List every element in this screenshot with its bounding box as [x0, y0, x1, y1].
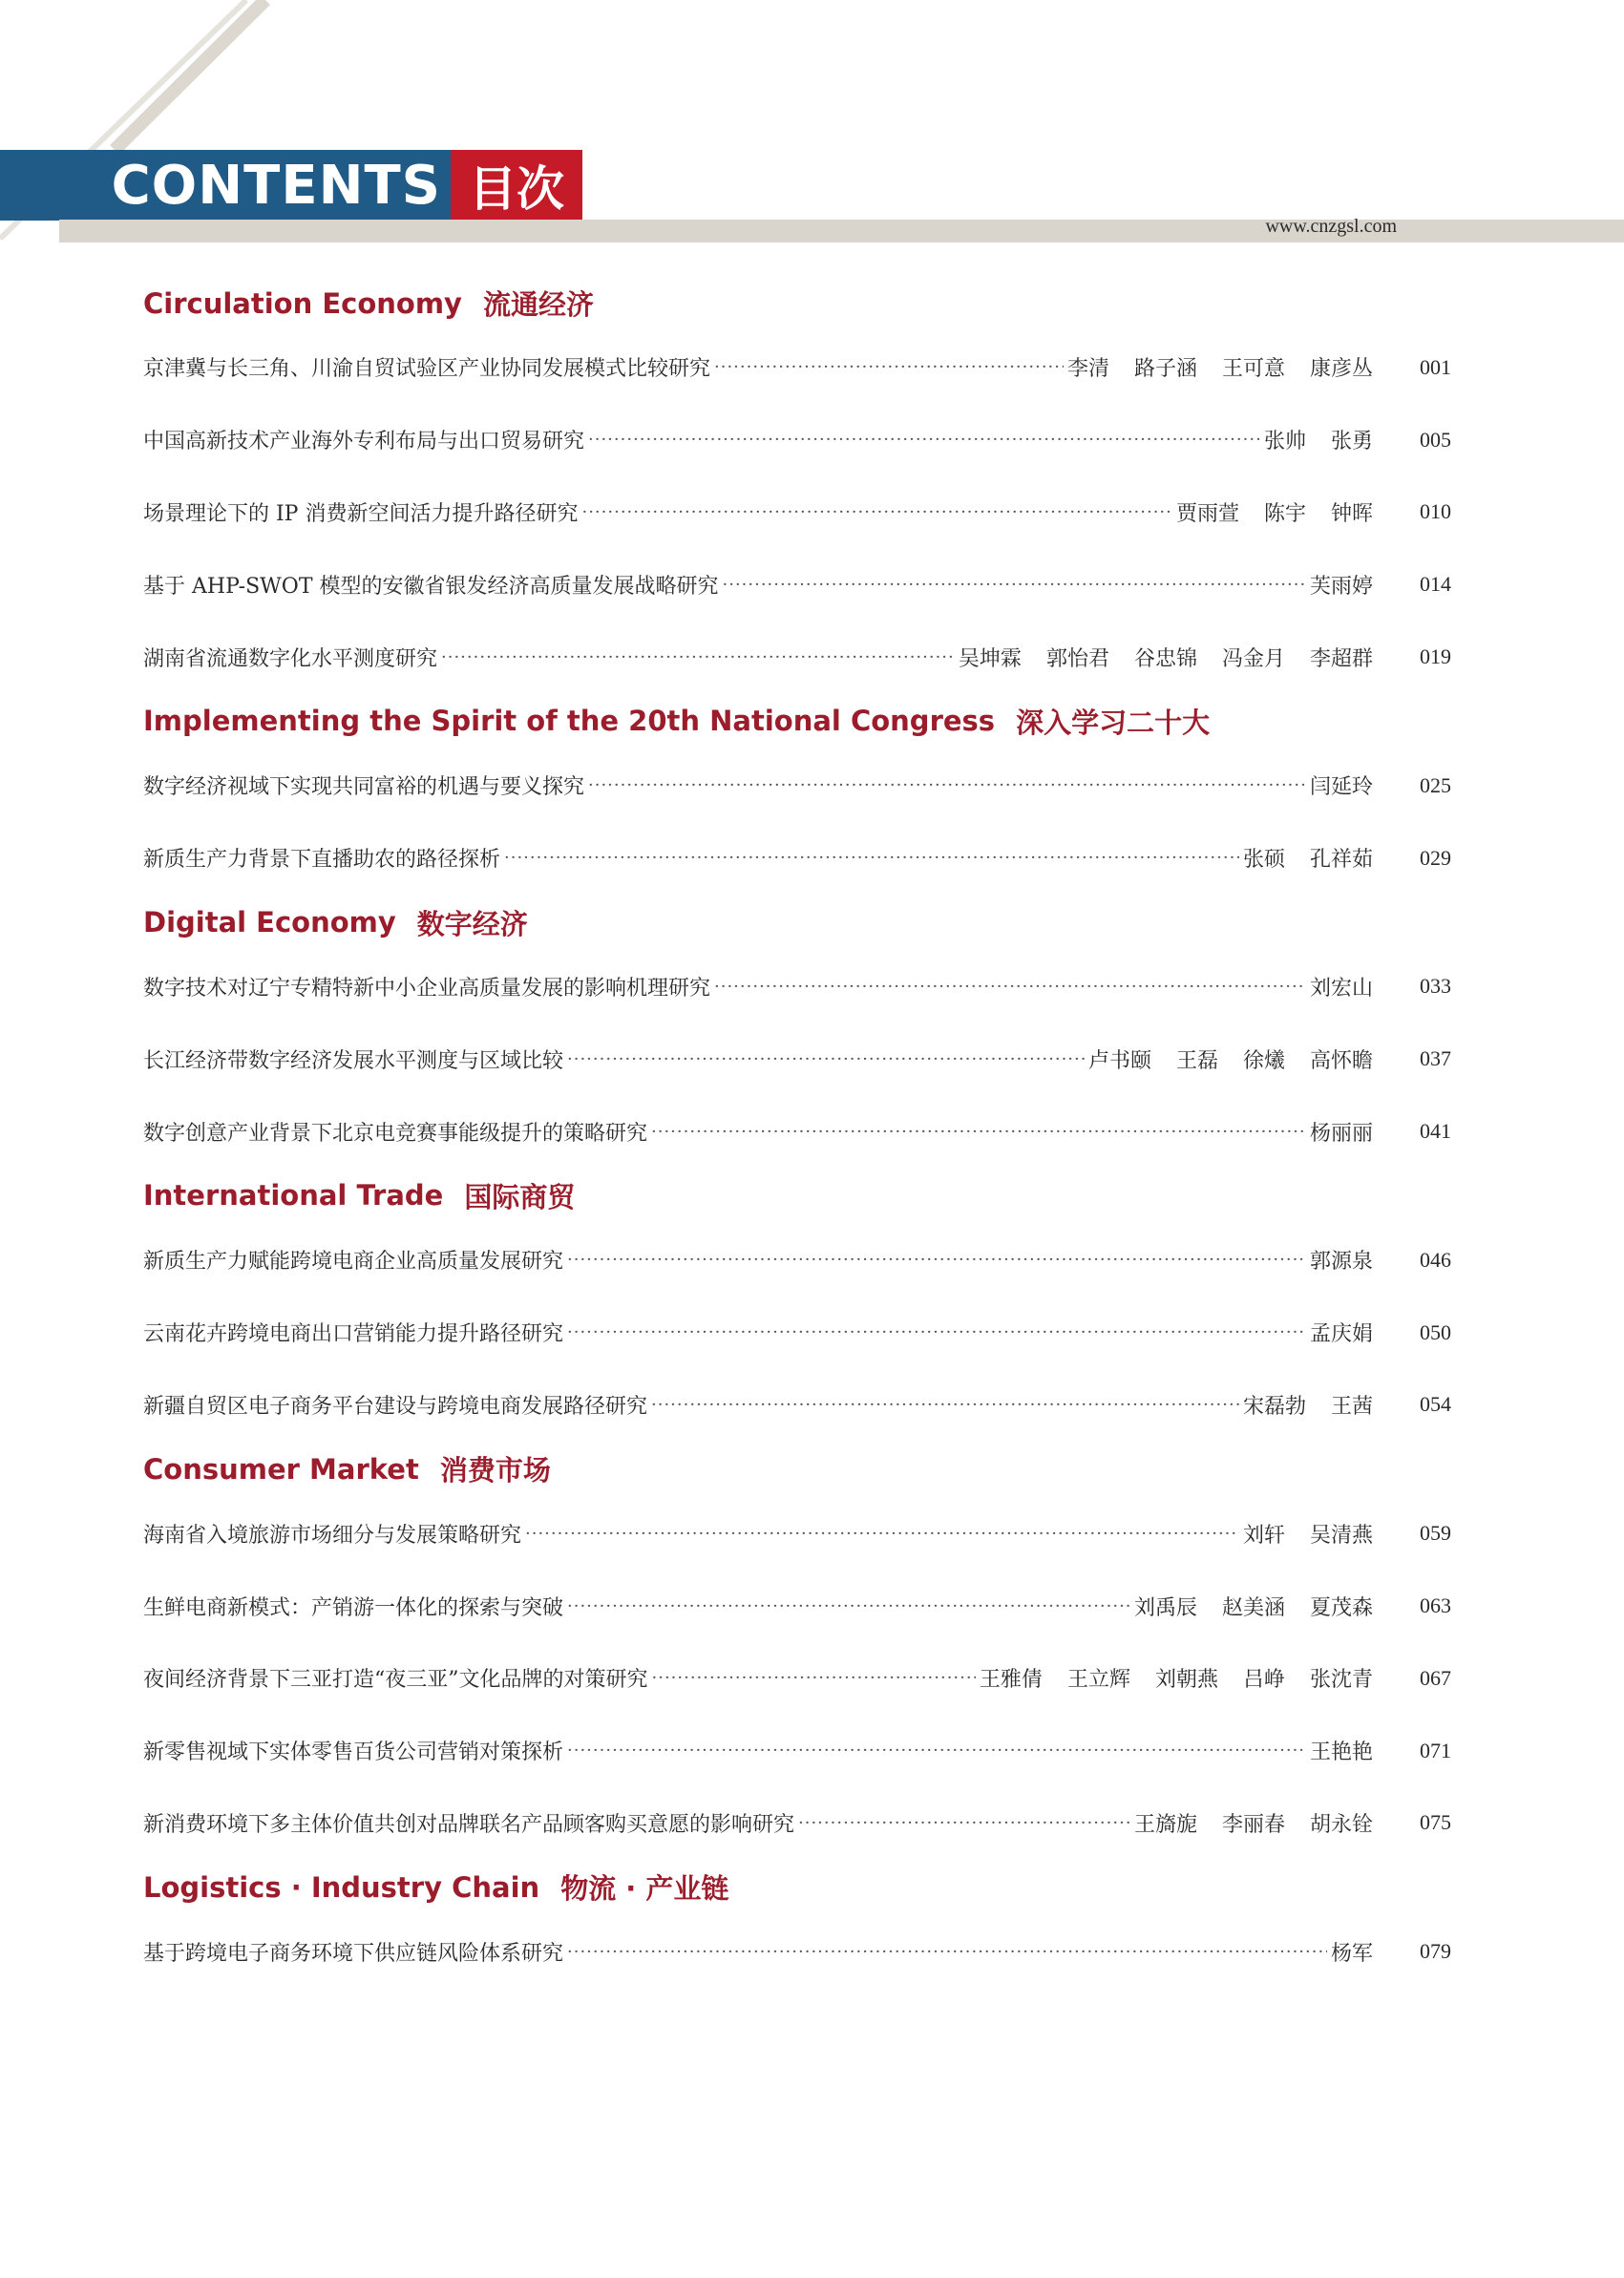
author-name: 李丽春 — [1221, 1812, 1285, 1837]
author-name: 贾雨萱 — [1175, 501, 1239, 526]
entry-authors — [1243, 1390, 1373, 1420]
entry-list — [143, 1224, 1451, 1441]
entry-list — [143, 1915, 1451, 1988]
section-title-en: Implementing the Spirit of the 20th National Congress — [143, 705, 996, 738]
entry-title: 新质生产力赋能跨境电商企业高质量发展研究 — [143, 1250, 564, 1275]
author-name: 李超群 — [1309, 646, 1373, 671]
dot-leader — [567, 1942, 1327, 1962]
toc-entry[interactable] — [143, 822, 1451, 895]
section-title — [143, 1168, 1451, 1224]
author-name: 孔祥茹 — [1309, 848, 1373, 873]
section-title-en: Circulation Economy — [143, 286, 462, 320]
section-title — [143, 895, 1451, 951]
toc-entry[interactable] — [143, 1715, 1451, 1787]
entry-authors — [1134, 1808, 1373, 1838]
entry-authors — [1067, 352, 1373, 382]
dot-leader — [581, 502, 1171, 522]
section-title-cn: 物流 · 产业链 — [560, 1872, 729, 1906]
page-number: 050 — [1420, 1319, 1451, 1344]
dot-leader — [723, 575, 1306, 595]
author-name: 夏茂森 — [1309, 1595, 1373, 1620]
dot-leader — [441, 647, 955, 667]
toc-section — [143, 1859, 1451, 1988]
entry-authors — [959, 643, 1373, 672]
entry-title: 基于 AHP-SWOT 模型的安徽省银发经济高质量发展战略研究 — [143, 574, 719, 599]
entry-title: 湖南省流通数字化水平测度研究 — [143, 646, 438, 671]
dot-leader — [567, 1250, 1306, 1270]
author-name: 张帅 — [1263, 430, 1306, 454]
section-title-cn: 消费市场 — [439, 1454, 551, 1487]
dot-leader — [525, 1524, 1239, 1544]
entry-title: 数字创意产业背景下北京电竞赛事能级提升的策略研究 — [143, 1121, 648, 1146]
toc-entry[interactable] — [143, 1297, 1451, 1369]
page-number: 019 — [1420, 644, 1451, 669]
author-name: 张沈青 — [1309, 1668, 1373, 1693]
page-number: 010 — [1420, 499, 1451, 524]
toc-section — [143, 1168, 1451, 1441]
section-title-cn: 深入学习二十大 — [1016, 706, 1211, 739]
entry-title: 场景理论下的 IP 消费新空间活力提升路径研究 — [143, 501, 579, 526]
entry-authors — [1134, 1592, 1373, 1621]
author-name: 刘禹辰 — [1133, 1595, 1197, 1620]
author-name: 宋磊勃 — [1242, 1394, 1306, 1419]
entry-authors — [1310, 1736, 1373, 1765]
toc-entry[interactable] — [143, 476, 1451, 549]
toc-entry[interactable] — [143, 1224, 1451, 1297]
page-number: 071 — [1420, 1738, 1451, 1762]
toc-entry[interactable] — [143, 1023, 1451, 1095]
entry-list — [143, 749, 1451, 895]
entry-list — [143, 1497, 1451, 1859]
page-number: 059 — [1420, 1521, 1451, 1546]
entry-title: 新质生产力背景下直播助农的路径探析 — [143, 848, 501, 873]
toc-entry[interactable] — [143, 621, 1451, 693]
toc-entry[interactable] — [143, 749, 1451, 822]
author-name: 王立辉 — [1066, 1668, 1130, 1693]
author-name: 杨军 — [1330, 1941, 1373, 1966]
dot-leader — [504, 848, 1239, 868]
entry-title: 夜间经济背景下三亚打造“夜三亚”文化品牌的对策研究 — [143, 1668, 648, 1693]
dot-leader — [567, 1049, 1085, 1069]
section-title-cn: 流通经济 — [482, 288, 594, 321]
entry-authors — [1243, 843, 1373, 873]
section-title-cn: 国际商贸 — [464, 1180, 576, 1213]
author-name: 王可意 — [1221, 357, 1285, 382]
toc-entry[interactable] — [143, 1787, 1451, 1860]
entry-authors — [1088, 1044, 1373, 1074]
page-number: 029 — [1420, 845, 1451, 870]
header-title-cn: 目次 — [469, 161, 564, 217]
author-name: 张勇 — [1330, 430, 1373, 454]
author-name: 吕峥 — [1242, 1668, 1285, 1693]
page-number: 005 — [1420, 427, 1451, 452]
entry-authors — [1310, 570, 1373, 600]
dot-leader — [588, 775, 1306, 795]
author-name: 赵美涵 — [1221, 1595, 1285, 1620]
author-name: 孟庆娟 — [1309, 1322, 1373, 1347]
page-number: 014 — [1420, 572, 1451, 597]
author-name: 王艳艳 — [1309, 1740, 1373, 1765]
author-name: 吴坤霖 — [958, 646, 1022, 671]
section-title-en: Consumer Market — [143, 1452, 419, 1486]
toc-entry[interactable] — [143, 1570, 1451, 1642]
entry-title: 长江经济带数字经济发展水平测度与区域比较 — [143, 1048, 564, 1073]
toc-entry[interactable] — [143, 1915, 1451, 1988]
entry-authors — [1310, 1318, 1373, 1347]
page-number: 025 — [1420, 772, 1451, 797]
author-name: 王旖旎 — [1133, 1812, 1197, 1837]
page-number: 037 — [1420, 1046, 1451, 1071]
page-number: 075 — [1420, 1810, 1451, 1835]
header-blue-block — [0, 150, 451, 221]
author-name: 闫延玲 — [1309, 775, 1373, 800]
toc-entry[interactable] — [143, 404, 1451, 476]
author-name: 钟晖 — [1330, 501, 1373, 526]
author-name: 吴清燕 — [1309, 1523, 1373, 1548]
toc-section — [143, 1441, 1451, 1859]
entry-authors — [1310, 1245, 1373, 1275]
toc-entry[interactable] — [143, 951, 1451, 1023]
author-name: 张硕 — [1242, 848, 1285, 873]
page-number: 054 — [1420, 1392, 1451, 1417]
author-name: 芙雨婷 — [1309, 574, 1373, 599]
dot-leader — [567, 1596, 1130, 1616]
entry-authors — [1310, 1117, 1373, 1147]
toc-section — [143, 275, 1451, 693]
author-name: 刘朝燕 — [1154, 1668, 1218, 1693]
author-name: 高怀瞻 — [1309, 1048, 1373, 1073]
page-number: 033 — [1420, 974, 1451, 999]
toc-entry[interactable] — [143, 548, 1451, 621]
entry-list — [143, 951, 1451, 1168]
dot-leader — [651, 1122, 1306, 1142]
dot-leader — [714, 977, 1306, 997]
page-number: 046 — [1420, 1247, 1451, 1272]
entry-authors — [1264, 425, 1373, 454]
entry-title: 海南省入境旅游市场细分与发展策略研究 — [143, 1523, 522, 1548]
author-name: 谷忠锦 — [1133, 646, 1197, 671]
author-name: 刘轩 — [1242, 1523, 1285, 1548]
dot-leader — [652, 1668, 976, 1688]
section-title-cn: 数字经济 — [416, 907, 528, 940]
author-name: 郭怡君 — [1045, 646, 1109, 671]
section-title — [143, 1441, 1451, 1497]
entry-title: 新消费环境下多主体价值共创对品牌联名产品顾客购买意愿的影响研究 — [143, 1812, 795, 1837]
author-name: 康彦丛 — [1309, 357, 1373, 382]
page-number: 041 — [1420, 1119, 1451, 1144]
section-title-en: Logistics · Industry Chain — [143, 1870, 540, 1904]
entry-title: 新疆自贸区电子商务平台建设与跨境电商发展路径研究 — [143, 1394, 648, 1419]
toc-entry[interactable] — [143, 1642, 1451, 1715]
toc-entry[interactable] — [143, 1369, 1451, 1442]
section-title-en: Digital Economy — [143, 906, 396, 939]
author-name: 胡永铨 — [1309, 1812, 1373, 1837]
entry-title: 京津冀与长三角、川渝自贸试验区产业协同发展模式比较研究 — [143, 357, 711, 382]
toc-entry[interactable] — [143, 1095, 1451, 1168]
website-url[interactable]: www.cnzgsl.com — [1265, 216, 1397, 237]
entry-authors — [1176, 497, 1373, 527]
author-name: 李清 — [1066, 357, 1109, 382]
entry-title: 中国高新技术产业海外专利布局与出口贸易研究 — [143, 430, 585, 454]
entry-title: 云南花卉跨境电商出口营销能力提升路径研究 — [143, 1322, 564, 1347]
entry-authors — [1310, 972, 1373, 1002]
section-title — [143, 1859, 1451, 1915]
header-title-en: CONTENTS — [111, 154, 441, 217]
entry-authors — [1331, 1937, 1373, 1967]
toc-entry[interactable] — [143, 331, 1451, 404]
section-title — [143, 275, 1451, 331]
toc-section — [143, 693, 1451, 895]
author-name: 徐爔 — [1242, 1048, 1285, 1073]
page-number: 067 — [1420, 1665, 1451, 1690]
page-number: 001 — [1420, 354, 1451, 379]
dot-leader — [567, 1740, 1306, 1761]
page-number: 063 — [1420, 1593, 1451, 1618]
entry-title: 数字技术对辽宁专精特新中小企业高质量发展的影响机理研究 — [143, 976, 711, 1001]
entry-title: 新零售视域下实体零售百货公司营销对策探析 — [143, 1740, 564, 1765]
dot-leader — [798, 1813, 1130, 1833]
toc-section — [143, 895, 1451, 1168]
author-name: 郭源泉 — [1309, 1250, 1373, 1275]
entry-authors — [1243, 1519, 1373, 1549]
author-name: 王茜 — [1330, 1394, 1373, 1419]
entry-list — [143, 331, 1451, 693]
author-name: 冯金月 — [1221, 646, 1285, 671]
author-name: 卢书颐 — [1087, 1048, 1151, 1073]
entry-title: 生鲜电商新模式：产销游一体化的探索与突破 — [143, 1595, 564, 1620]
toc-entry[interactable] — [143, 1497, 1451, 1570]
entry-authors — [980, 1663, 1373, 1693]
header-red-block — [451, 150, 582, 221]
dot-leader — [567, 1322, 1306, 1342]
dot-leader — [588, 430, 1260, 450]
author-name: 王磊 — [1175, 1048, 1218, 1073]
entry-authors — [1310, 770, 1373, 800]
section-title — [143, 693, 1451, 749]
entry-title: 数字经济视域下实现共同富裕的机遇与要义探究 — [143, 775, 585, 800]
author-name: 王雅倩 — [979, 1668, 1043, 1693]
dot-leader — [714, 357, 1064, 377]
section-title-en: International Trade — [143, 1179, 444, 1213]
author-name: 杨丽丽 — [1309, 1121, 1373, 1146]
author-name: 刘宏山 — [1309, 976, 1373, 1001]
author-name: 路子涵 — [1133, 357, 1197, 382]
author-name: 陈宇 — [1263, 501, 1306, 526]
contents-header — [0, 150, 582, 221]
page-number: 079 — [1420, 1939, 1451, 1964]
entry-title: 基于跨境电子商务环境下供应链风险体系研究 — [143, 1941, 564, 1966]
dot-leader — [651, 1395, 1239, 1415]
table-of-contents — [143, 275, 1451, 1988]
